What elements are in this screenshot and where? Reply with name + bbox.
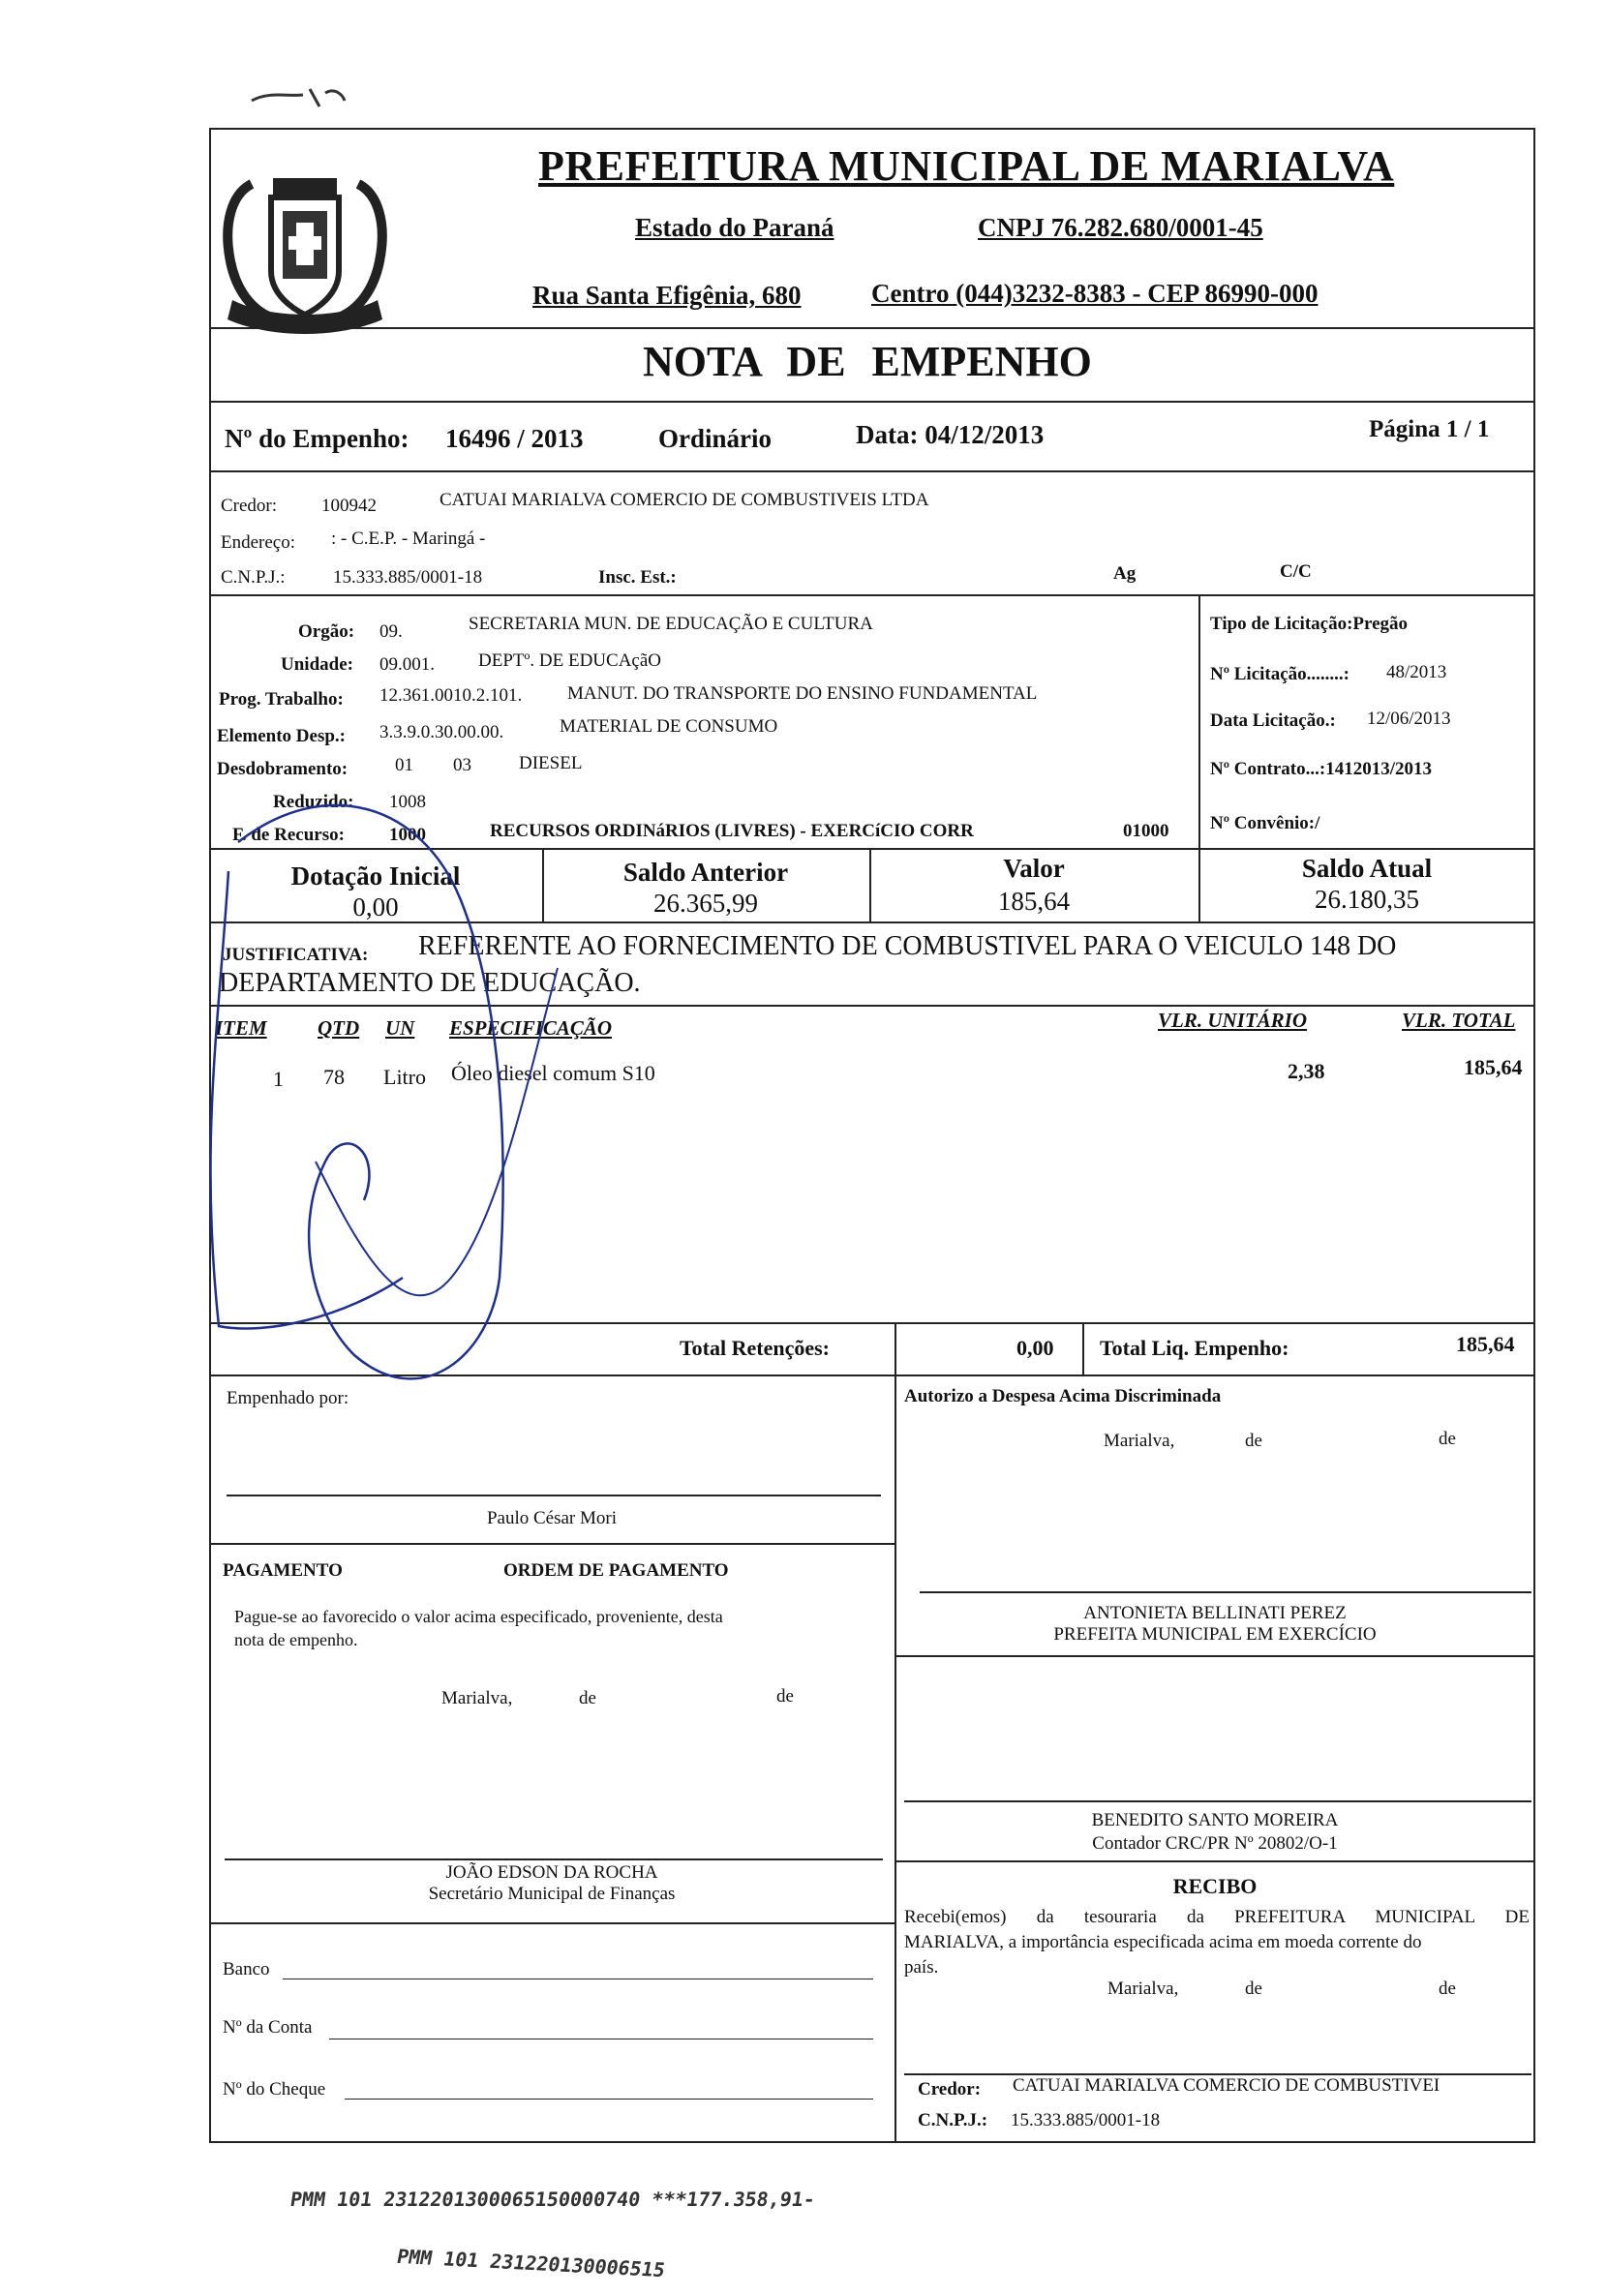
licitacao-number: 48/2013 — [1386, 662, 1447, 682]
page-title: PREFEITURA MUNICIPAL DE MARIALVA — [538, 142, 1395, 190]
recibo-de1: de — [1245, 1979, 1262, 1999]
licitacao-number-label: Nº Licitação........: — [1210, 664, 1349, 684]
credor-footer-name: CATUAI MARIALVA COMERCIO DE COMBUSTIVEI — [1013, 2075, 1440, 2096]
col-total-value: VLR. TOTAL — [1402, 1009, 1516, 1032]
col-especificacao: ESPECIFICAÇÃO — [449, 1016, 613, 1040]
tipo-licitacao: Tipo de Licitação:Pregão — [1210, 614, 1409, 634]
stamp-line-1: PMM 101 2312201300065150000740 ***177.358,91- — [288, 2188, 817, 2211]
row-un: Litro — [383, 1065, 426, 1089]
credor-footer-cnpj: 15.333.885/0001-18 — [1011, 2110, 1161, 2130]
contador-signature-line — [904, 1800, 1531, 1802]
desdobramento-sub: 03 — [453, 755, 471, 775]
saldo-atual-label: Saldo Atual — [1301, 854, 1433, 883]
autorizo-label: Autorizo a Despesa Acima Discriminada — [904, 1386, 1222, 1406]
reduzido-label: Reduzido: — [273, 792, 354, 812]
saldo-atual-value: 26.180,35 — [1315, 885, 1419, 914]
coat-of-arms-icon — [213, 165, 397, 339]
pagamento-text2: nota de empenho. — [234, 1630, 358, 1649]
row-total-value: 185,64 — [1464, 1055, 1523, 1079]
secretario-name: JOÃO EDSON DA ROCHA — [445, 1862, 658, 1883]
desdobramento-name: DIESEL — [519, 753, 583, 773]
reduzido-value: 1008 — [389, 792, 426, 812]
dotacao-label: Dotação Inicial — [290, 861, 461, 891]
top-scribble-mark — [250, 79, 366, 108]
stamp-line-2: PMM 101 231220130006515 — [394, 2244, 668, 2282]
handwritten-signature — [209, 736, 645, 1433]
secretario-role: Secretário Municipal de Finanças — [428, 1884, 676, 1904]
pagamento-de2: de — [776, 1686, 794, 1707]
col-qtd: QTD — [318, 1016, 360, 1040]
conta-label: Nº da Conta — [223, 2017, 313, 2038]
recibo-label: RECIBO — [1172, 1874, 1258, 1898]
valor-value: 185,64 — [997, 887, 1071, 916]
empenhado-label: Empenhado por: — [227, 1388, 349, 1408]
row-item: 1 — [273, 1067, 284, 1091]
dotacao-value: 0,00 — [352, 892, 399, 921]
desdobramento-code: 01 — [395, 755, 413, 775]
pagamento-de1: de — [579, 1688, 596, 1708]
elemento-label: Elemento Desp.: — [217, 726, 346, 746]
recibo-de2: de — [1439, 1979, 1456, 1999]
prog-code: 12.361.0010.2.101. — [379, 685, 523, 706]
convenio-number: Nº Convênio:/ — [1210, 813, 1320, 833]
licitacao-date: 12/06/2013 — [1367, 709, 1451, 729]
cheque-field — [345, 2099, 873, 2100]
banco-label: Banco — [223, 1959, 270, 1979]
secretario-signature-line — [225, 1858, 883, 1860]
contador-name: BENEDITO SANTO MOREIRA — [1091, 1810, 1339, 1830]
justificativa-label: JUSTIFICATIVA: — [223, 945, 369, 965]
valor-label: Valor — [1003, 854, 1065, 883]
unidade-code: 09.001. — [379, 654, 435, 675]
agency-label: Ag — [1113, 563, 1137, 584]
justificativa-line2: DEPARTAMENTO DE EDUCAÇÃO. — [219, 968, 641, 998]
autorizo-signer-name: ANTONIETA BELLINATI PEREZ — [1083, 1603, 1347, 1623]
insc-est-label: Insc. Est.: — [598, 567, 677, 588]
col-un: UN — [385, 1016, 415, 1040]
autorizo-signature-line — [920, 1591, 1531, 1593]
cnpj-label: CNPJ 76.282.680/0001-45 — [978, 213, 1263, 242]
page-indicator: Página 1 / 1 — [1369, 416, 1490, 442]
address-label: Endereço: — [221, 532, 296, 553]
pagamento-text1: Pague-se ao favorecido o valor acima especificado, proveniente, desta — [234, 1607, 723, 1626]
recurso-label: F. de Recurso: — [232, 825, 345, 845]
row-especificacao: Óleo diesel comum S10 — [451, 1061, 655, 1085]
pagamento-label: PAGAMENTO — [223, 1560, 343, 1581]
recibo-place: Marialva, — [1107, 1979, 1179, 1999]
recurso-code: 1000 — [389, 825, 426, 845]
contador-role: Contador CRC/PR Nº 20802/O-1 — [1092, 1833, 1338, 1854]
autorizo-signer-role: PREFEITA MUNICIPAL EM EXERCÍCIO — [1053, 1624, 1377, 1645]
col-unit-value: VLR. UNITÁRIO — [1158, 1009, 1308, 1032]
address-value: : - C.E.P. - Maringá - — [331, 529, 486, 549]
credor-footer-label: Credor: — [918, 2079, 982, 2100]
unidade-label: Unidade: — [281, 654, 353, 675]
document-type-title: NOTA DE EMPENHO — [643, 338, 1092, 385]
empenho-date: Data: 04/12/2013 — [856, 420, 1045, 449]
unidade-name: DEPTº. DE EDUCAçãO — [478, 650, 661, 671]
credor-name: CATUAI MARIALVA COMERCIO DE COMBUSTIVEIS LTDA — [440, 490, 929, 510]
saldo-anterior-value: 26.365,99 — [653, 889, 758, 918]
retencoes-value: 0,00 — [1016, 1336, 1054, 1360]
orgao-code: 09. — [379, 621, 403, 642]
justificativa-line1: REFERENTE AO FORNECIMENTO DE COMBUSTIVEL PARA O VEICULO 148 DO — [418, 931, 1397, 961]
credor-cnpj: 15.333.885/0001-18 — [333, 567, 483, 588]
district-phone-label: Centro (044)3232-8383 - CEP 86990-000 — [871, 279, 1319, 308]
empenho-type: Ordinário — [658, 424, 773, 453]
orgao-name: SECRETARIA MUN. DE EDUCAÇÃO E CULTURA — [469, 614, 873, 634]
cheque-label: Nº do Cheque — [223, 2079, 326, 2100]
prog-name: MANUT. DO TRANSPORTE DO ENSINO FUNDAMENTAL — [567, 683, 1038, 704]
liquido-value: 185,64 — [1456, 1332, 1515, 1356]
empenho-number: 16496 / 2013 — [445, 424, 584, 453]
ordem-pagamento-label: ORDEM DE PAGAMENTO — [503, 1560, 729, 1581]
elemento-name: MATERIAL DE CONSUMO — [560, 716, 778, 737]
recurso-number: 01000 — [1123, 821, 1169, 841]
desdobramento-label: Desdobramento: — [217, 759, 349, 779]
retencoes-label: Total Retenções: — [680, 1336, 830, 1360]
credor-label: Credor: — [221, 496, 278, 516]
prog-label: Prog. Trabalho: — [219, 689, 344, 710]
liquido-label: Total Liq. Empenho: — [1100, 1336, 1289, 1360]
empenhado-name: Paulo César Mori — [486, 1508, 618, 1528]
state-label: Estado do Paraná — [635, 213, 834, 242]
saldo-anterior-label: Saldo Anterior — [622, 858, 789, 887]
recibo-line3: país. — [904, 1957, 939, 1978]
autorizo-place: Marialva, — [1104, 1431, 1175, 1451]
autorizo-de2: de — [1439, 1429, 1456, 1449]
recibo-line1: Recebi(emos) da tesouraria da PREFEITURA MUNICIPAL DE — [904, 1907, 1530, 1927]
row-qtd: 78 — [323, 1065, 345, 1089]
licitacao-date-label: Data Licitação.: — [1210, 710, 1336, 731]
pagamento-place: Marialva, — [441, 1688, 513, 1708]
elemento-code: 3.3.9.0.30.00.00. — [379, 722, 504, 742]
credor-code: 100942 — [321, 496, 377, 516]
col-item: ITEM — [215, 1016, 267, 1040]
autorizo-de1: de — [1245, 1431, 1262, 1451]
account-label: C/C — [1280, 561, 1312, 582]
recibo-line2: MARIALVA, a importância especificada acima em moeda corrente do — [904, 1932, 1422, 1952]
empenho-number-label: Nº do Empenho: — [225, 424, 409, 453]
credor-footer-cnpj-label: C.N.P.J.: — [918, 2110, 988, 2130]
row-unit-value: 2,38 — [1288, 1059, 1325, 1083]
cnpj-field-label: C.N.P.J.: — [221, 567, 286, 588]
empenhado-signature-line — [227, 1495, 881, 1496]
contrato-number: Nº Contrato...:1412013/2013 — [1210, 759, 1432, 779]
recurso-name: RECURSOS ORDINáRIOS (LIVRES) - EXERCíCIO CORR — [490, 821, 974, 841]
orgao-label: Orgão: — [298, 621, 355, 642]
street-label: Rua Santa Efigênia, 680 — [532, 281, 802, 310]
